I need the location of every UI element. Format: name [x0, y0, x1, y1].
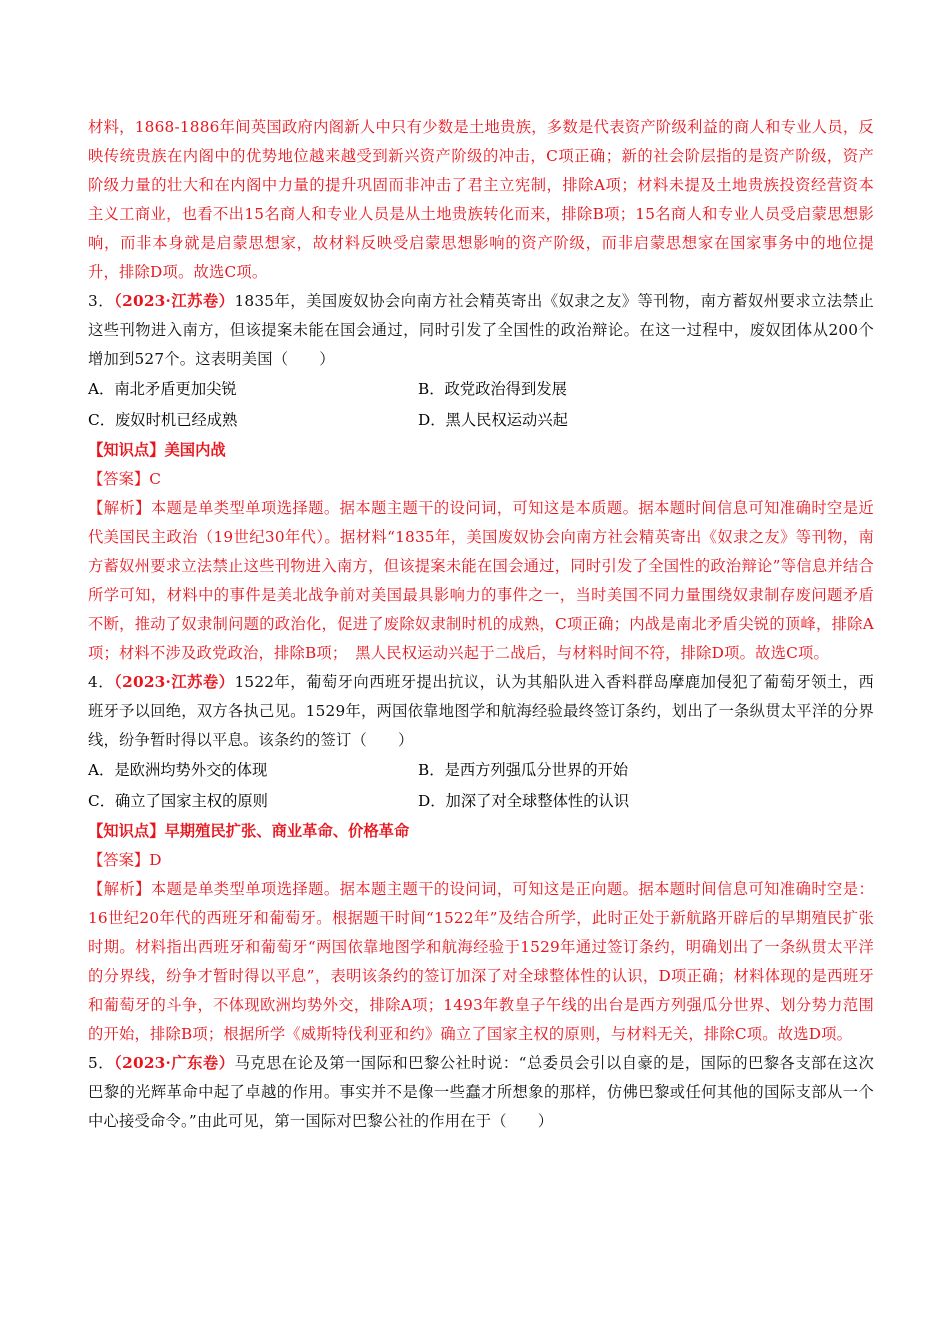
analysis: 【解析】本题是单类型单项选择题。据本题主题干的设问词，可知这是正向题。据本题时间信息可知准确时空是：16世纪20年代的西班牙和葡萄牙。根据题干时间“1522年”及结合所学，此时正处于新航路开辟后的早期殖民扩张时期。材料指出西班牙和葡萄牙“两国依靠地图学和航海经验于1529年通过签订条约，明确划出了一条纵贯太平洋的分界线，纷争才暂时得以平息”，表明该条约的签订加深了对全球整体性的认识，D项正确；材料体现的是西班牙和葡萄牙的斗争，不体现欧洲均势外交，排除A项；1493年教皇子午线的出台是西方列强瓜分世界、划分势力范围的开始，排除B项；根据所学《威斯特伐利亚和约》确立了国家主权的原则，与材料无关，排除C项。故选D项。: [88, 880, 874, 1043]
option-c: C．确立了国家主权的原则: [88, 792, 268, 810]
option-b: B．政党政治得到发展: [418, 380, 567, 398]
answer: 【答案】D: [88, 851, 162, 869]
options-row-1: [88, 374, 874, 405]
question-source: （2023·江苏卷）: [114, 292, 235, 310]
question-5: [88, 1049, 874, 1136]
prev-analysis: 材料，1868-1886年间英国政府内阁新人中只有少数是土地贵族，多数是代表资产阶级利益的商人和专业人员，反映传统贵族在内阁中的优势地位越来越受到新兴资产阶级的冲击，C项正确；新的社会阶层指的是资产阶级，资产阶级力量的壮大和在内阁中力量的提升巩固而非冲击了君主立宪制，排除A项；材料未提及土地贵族投资经营资本主义工商业，也看不出15名商人和专业人员是从土地贵族转化而来，排除B项；15名商人和专业人员受启蒙思想影响，而非本身就是启蒙思想家，故材料反映受启蒙思想影响的资产阶级，而非启蒙思想家在国家事务中的地位提升，排除D项。故选C项。: [88, 118, 874, 281]
option-a: A．南北矛盾更加尖锐: [88, 380, 237, 398]
options-row-2: [88, 786, 874, 817]
question-3: [88, 287, 874, 374]
option-d: D．黑人民权运动兴起: [418, 411, 568, 429]
options-row-1: [88, 755, 874, 786]
knowledge-point: 【知识点】早期殖民扩张、商业革命、价格革命: [88, 822, 410, 840]
option-a: A．是欧洲均势外交的体现: [88, 761, 268, 779]
options-row-2: [88, 405, 874, 436]
answer: 【答案】C: [88, 470, 161, 488]
analysis: 【解析】本题是单类型单项选择题。据本题主题干的设问词，可知这是本质题。据本题时间信息可知准确时空是近代美国民主政治（19世纪30年代）。据材料“1835年，美国废奴协会向南方社会精英寄出《奴隶之友》等刊物，南方蓄奴州要求立法禁止这些刊物进入南方，但该提案未能在国会通过，同时引发了全国性的政治辩论”等信息并结合所学可知，材料中的事件是美北战争前对美国最具影响力的事件之一，当时美国不同力量围绕奴隶制存废问题矛盾不断，推动了奴隶制问题的政治化，促进了废除奴隶制时机的成熟，C项正确；内战是南北矛盾尖锐的顶峰，排除A项；材料不涉及政党政治，排除B项； 黑人民权运动兴起于二战后，与材料时间不符，排除D项。故选C项。: [88, 499, 874, 662]
question-number: 4．: [88, 673, 115, 691]
question-stem: 1835年，美国废奴协会向南方社会精英寄出《奴隶之友》等刊物，南方蓄奴州要求立法禁止这些刊物进入南方，但该提案未能在国会通过，同时引发了全国性的政治辩论。在这一过程中，废奴团体从200个增加到527个。这表明美国（ ）: [88, 292, 874, 368]
knowledge-point: 【知识点】美国内战: [88, 441, 226, 459]
question-source: （2023·江苏卷）: [114, 673, 235, 691]
option-b: B．是西方列强瓜分世界的开始: [418, 761, 629, 779]
question-stem: 马克思在论及第一国际和巴黎公社时说：“总委员会引以自豪的是，国际的巴黎各支部在这次巴黎的光辉革命中起了卓越的作用。事实并不是像一些蠢才所想象的那样，仿佛巴黎或任何其他的国际支部从一个中心接受命令。”由此可见，第一国际对巴黎公社的作用在于（ ）: [88, 1054, 874, 1130]
question-4: [88, 668, 874, 755]
document-page: [88, 113, 874, 1136]
option-d: D．加深了对全球整体性的认识: [418, 792, 630, 810]
option-c: C．废奴时机已经成熟: [88, 411, 238, 429]
question-source: （2023·广东卷）: [114, 1054, 235, 1072]
question-stem: 1522年，葡萄牙向西班牙提出抗议，认为其船队进入香料群岛摩鹿加侵犯了葡萄牙领土，西班牙予以回绝，双方各执己见。1529年，两国依靠地图学和航海经验最终签订条约，划出了一条纵贯太平洋的分界线，纷争暂时得以平息。该条约的签订（ ）: [88, 673, 874, 749]
question-number: 3．: [88, 292, 115, 310]
question-number: 5．: [88, 1054, 115, 1072]
